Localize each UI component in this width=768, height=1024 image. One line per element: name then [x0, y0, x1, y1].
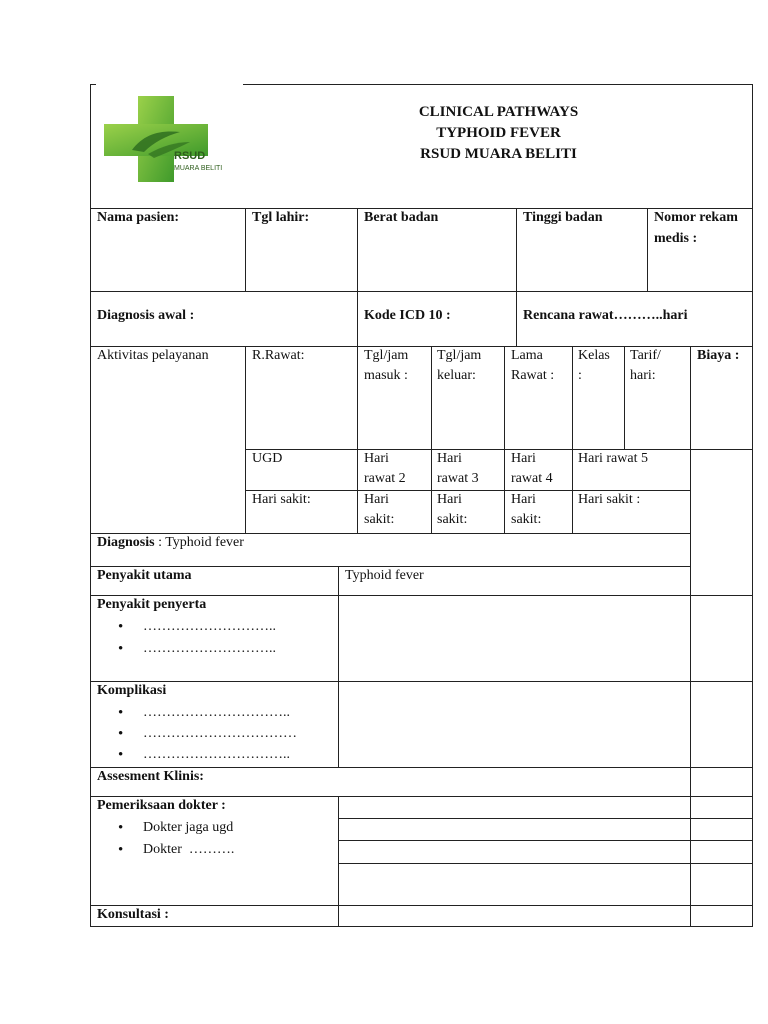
- label-hari-rawat-5: Hari rawat 5: [578, 451, 648, 466]
- label-tarif-1: Tarif/: [630, 348, 661, 363]
- label-kode-icd: Kode ICD 10 :: [364, 308, 451, 323]
- label-aktivitas: Aktivitas pelayanan: [97, 348, 209, 363]
- label-hari-rawat-4b: rawat 4: [511, 471, 553, 486]
- label-biaya: Biaya :: [697, 348, 740, 363]
- label-hari-rawat-4a: Hari: [511, 451, 536, 466]
- diagnosis-line: [97, 533, 244, 553]
- penyerta-item-1: ………………………..: [143, 619, 276, 634]
- label-hari-sakit-c1: Hari: [437, 492, 462, 507]
- label-kelas-1: Kelas: [578, 348, 610, 363]
- label-lama-2: Rawat :: [511, 368, 555, 383]
- label-r-rawat: R.Rawat:: [252, 348, 305, 363]
- label-kelas-2: :: [578, 368, 582, 383]
- komplikasi-item-1: …………………………..: [143, 705, 290, 720]
- label-nomor-rekam: Nomor rekam: [654, 210, 738, 225]
- label-tgl-lahir: Tgl lahir:: [252, 210, 310, 225]
- komplikasi-item-3: …………………………..: [143, 747, 290, 762]
- label-hari-rawat-3a: Hari: [437, 451, 462, 466]
- diagnosis-value: : Typhoid fever: [154, 535, 244, 550]
- penyakit-utama-value: Typhoid fever: [345, 568, 424, 583]
- label-berat-badan: Berat badan: [364, 210, 439, 225]
- title-line-3: RSUD MUARA BELITI: [420, 146, 577, 162]
- label-tgl-keluar-2: keluar:: [437, 368, 476, 383]
- penyerta-item-2: ………………………..: [143, 641, 276, 656]
- label-hari-sakit-a: Hari sakit:: [252, 492, 311, 507]
- label-assesment-klinis: Assesment Klinis:: [97, 769, 204, 784]
- label-nama-pasien: Nama pasien:: [97, 210, 180, 225]
- label-tarif-2: hari:: [630, 368, 656, 383]
- label-ugd: UGD: [252, 451, 283, 466]
- label-lama-1: Lama: [511, 348, 543, 363]
- logo-text: RSUD: [174, 150, 206, 162]
- label-rencana-rawat: Rencana rawat………..hari: [523, 308, 688, 323]
- label-hari-sakit-c2: sakit:: [437, 512, 468, 527]
- label-tgl-masuk-2: masuk :: [364, 368, 408, 383]
- label-hari-rawat-3b: rawat 3: [437, 471, 479, 486]
- label-komplikasi: Komplikasi: [97, 683, 167, 698]
- title-line-1: CLINICAL PATHWAYS: [418, 104, 579, 120]
- label-tinggi-badan: Tinggi badan: [523, 210, 603, 225]
- hospital-logo: [98, 94, 238, 186]
- label-tgl-keluar-1: Tgl/jam: [437, 348, 482, 363]
- komplikasi-item-2: ……………………………: [143, 726, 297, 741]
- label-tgl-masuk-1: Tgl/jam: [364, 348, 409, 363]
- label-diagnosis: Diagnosis: [97, 535, 155, 550]
- label-hari-sakit-b1: Hari: [364, 492, 389, 507]
- label-hari-rawat-2b: rawat 2: [364, 471, 406, 486]
- label-hari-sakit-e: Hari sakit :: [578, 492, 641, 507]
- label-medis: medis :: [654, 231, 698, 246]
- label-hari-sakit-d2: sakit:: [511, 512, 542, 527]
- title-line-2: TYPHOID FEVER: [436, 125, 561, 141]
- logo-subtext: MUARA BELITI: [174, 165, 223, 172]
- pemeriksaan-item-1: Dokter jaga ugd: [143, 820, 234, 835]
- label-penyakit-penyerta: Penyakit penyerta: [97, 597, 207, 612]
- label-hari-sakit-d1: Hari: [511, 492, 536, 507]
- pemeriksaan-item-2: Dokter ……….: [143, 842, 235, 857]
- label-hari-sakit-b2: sakit:: [364, 512, 395, 527]
- green-cross-icon: [98, 94, 238, 186]
- label-diagnosis-awal: Diagnosis awal :: [97, 308, 195, 323]
- label-pemeriksaan-dokter: Pemeriksaan dokter :: [97, 798, 226, 813]
- label-konsultasi: Konsultasi :: [97, 907, 169, 922]
- label-penyakit-utama: Penyakit utama: [97, 568, 192, 583]
- label-hari-rawat-2a: Hari: [364, 451, 389, 466]
